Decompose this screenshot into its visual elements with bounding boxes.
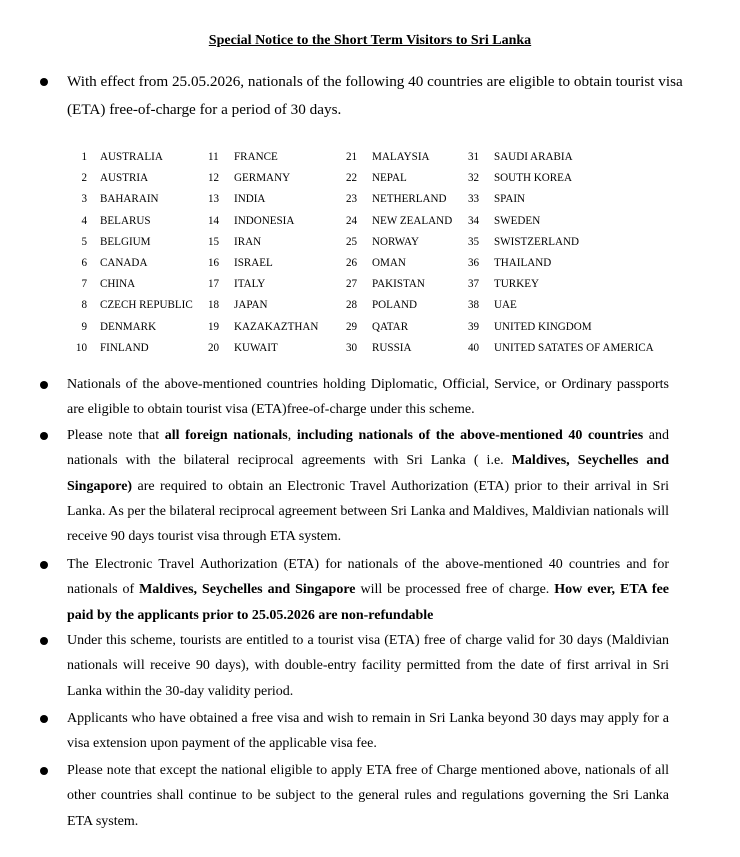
- country-number: 18: [208, 299, 220, 312]
- country-row: [208, 168, 318, 189]
- country-number: 1: [81, 151, 87, 163]
- country-name: ITALY: [234, 278, 266, 291]
- text-segment: Please note that except the national eligible to apply ETA free of Charge mentioned above, nationals of all other countries shall continue to be subject to the general rules and regulations governing the Sri Lanka ETA system.: [67, 763, 669, 829]
- country-name: THAILAND: [494, 256, 552, 269]
- country-number: 22: [346, 172, 358, 185]
- country-number: 35: [468, 235, 480, 248]
- country-row: [346, 295, 452, 316]
- country-number: 33: [468, 193, 480, 206]
- country-row: [67, 211, 193, 232]
- country-name: GERMANY: [234, 172, 291, 185]
- country-name: FINLAND: [100, 341, 149, 354]
- country-number: 36: [468, 256, 480, 269]
- bold-text: Maldives, Seychelles and Singapore: [139, 582, 356, 598]
- country-row: [468, 338, 654, 359]
- country-name: POLAND: [372, 299, 417, 312]
- bullet-paragraph-1: [67, 372, 669, 423]
- bullet-dot: [40, 767, 48, 775]
- country-name: NEW ZEALAND: [372, 214, 453, 227]
- country-name: UAE: [494, 299, 517, 312]
- country-number: 34: [468, 214, 480, 227]
- country-row: [346, 211, 452, 232]
- country-number: 11: [208, 151, 219, 163]
- country-row: [67, 253, 193, 274]
- country-row: [346, 232, 452, 253]
- country-number: 2: [81, 172, 87, 185]
- country-row: [346, 147, 452, 168]
- bold-text: all foreign nationals: [164, 428, 288, 443]
- country-number: 26: [346, 256, 358, 269]
- country-row: [346, 274, 452, 295]
- country-number: 25: [346, 235, 358, 248]
- intro-paragraph: With effect from 25.05.2026, nationals of the following 40 countries are eligible to obtain tourist visa (ETA) free-of-charge for a period of 30 days.: [67, 73, 683, 118]
- country-row: [346, 168, 452, 189]
- country-number: 21: [346, 151, 358, 163]
- bullet-paragraph-6: [67, 758, 669, 834]
- country-number: 24: [346, 214, 358, 227]
- country-row: [468, 211, 654, 232]
- text-segment: Under this scheme, tourists are entitled to a tourist visa (ETA) free of charge valid for 30 days (Maldivian nationals will receive 90 days), with double-entry facility permitted from the date of first arrival in Sri Lanka within the 30-day validity period.: [67, 633, 669, 699]
- country-row: [346, 253, 452, 274]
- country-name: ISRAEL: [234, 256, 273, 269]
- country-name: SAUDI ARABIA: [494, 151, 573, 163]
- country-number: 14: [208, 214, 220, 227]
- country-name: UNITED SATATES OF AMERICA: [494, 341, 654, 354]
- country-row: [346, 317, 452, 338]
- country-name: SOUTH KOREA: [494, 172, 572, 185]
- country-row: [468, 147, 654, 168]
- country-row: [208, 232, 318, 253]
- country-number: 3: [81, 193, 87, 206]
- country-row: [208, 338, 318, 359]
- country-name: AUSTRALIA: [100, 151, 163, 163]
- country-name: NEPAL: [372, 172, 407, 185]
- country-number: 5: [81, 235, 87, 248]
- country-name: JAPAN: [234, 299, 268, 312]
- bullet-dot: [40, 715, 48, 723]
- country-row: [67, 232, 193, 253]
- bullet-paragraph-4: [67, 628, 669, 704]
- country-name: BELARUS: [100, 214, 151, 227]
- country-number: 27: [346, 278, 358, 291]
- country-number: 15: [208, 235, 220, 248]
- country-name: TURKEY: [494, 278, 539, 291]
- text-segment: are required to obtain an Electronic Travel Authorization (ETA) prior to their arrival in Sri Lanka. As per the bilateral reciprocal agreement between Sri Lanka and Maldives, Maldivian nationals will receive 90 days tourist visa through ETA system.: [67, 478, 669, 545]
- country-column-3: [346, 147, 452, 359]
- country-row: [346, 189, 452, 210]
- country-number: 8: [81, 299, 87, 312]
- country-number: 37: [468, 278, 480, 291]
- country-number: 39: [468, 320, 480, 333]
- country-number: 28: [346, 299, 358, 312]
- country-name: CANADA: [100, 256, 148, 269]
- country-name: NETHERLAND: [372, 193, 447, 206]
- bold-text: Maldives, Seychelles and Singapore): [67, 453, 670, 494]
- country-number: 7: [81, 278, 87, 291]
- country-name: MALAYSIA: [372, 151, 430, 163]
- country-row: [67, 147, 193, 168]
- country-name: CZECH REPUBLIC: [100, 299, 193, 312]
- country-number: 31: [468, 151, 480, 163]
- country-row: [468, 232, 654, 253]
- country-row: [468, 295, 654, 316]
- country-name: BAHARAIN: [100, 193, 159, 206]
- country-row: [208, 189, 318, 210]
- country-column-4: [468, 147, 654, 359]
- country-name: INDONESIA: [234, 214, 295, 227]
- country-number: 30: [346, 341, 358, 354]
- country-row: [208, 211, 318, 232]
- country-row: [67, 295, 193, 316]
- country-number: 13: [208, 193, 220, 206]
- text-segment: Please note that: [67, 428, 165, 443]
- country-row: [468, 253, 654, 274]
- country-row: [67, 317, 193, 338]
- text-segment: The Electronic Travel Authorization (ETA) for nationals of the above-mentioned 40 countries and for nationals of: [67, 557, 669, 598]
- country-name: FRANCE: [234, 151, 278, 163]
- country-row: [208, 253, 318, 274]
- country-name: CHINA: [100, 278, 136, 291]
- country-name: INDIA: [234, 193, 266, 206]
- country-row: [468, 274, 654, 295]
- country-row: [208, 295, 318, 316]
- bullet-paragraph-5: [67, 706, 669, 757]
- country-name: PAKISTAN: [372, 278, 425, 291]
- country-row: [208, 274, 318, 295]
- bold-text: How ever, ETA fee paid by the applicants prior to 25.05.2026 are non-refundable: [67, 582, 670, 623]
- bullet-paragraph-3: [67, 552, 669, 628]
- country-row: [67, 338, 193, 359]
- country-name: SPAIN: [494, 193, 526, 206]
- country-name: IRAN: [234, 235, 262, 248]
- country-name: RUSSIA: [372, 341, 412, 354]
- country-number: 23: [346, 193, 358, 206]
- text-segment: Applicants who have obtained a free visa and wish to remain in Sri Lanka beyond 30 days may apply for a visa extension upon payment of the applicable visa fee.: [67, 711, 669, 752]
- country-number: 20: [208, 341, 220, 354]
- country-row: [346, 338, 452, 359]
- text-segment: will be processed free of charge.: [355, 582, 555, 598]
- country-name: OMAN: [372, 256, 406, 269]
- text-segment: ,: [287, 428, 297, 443]
- country-number: 17: [208, 278, 220, 291]
- country-number: 6: [81, 256, 87, 269]
- country-row: [468, 189, 654, 210]
- country-name: BELGIUM: [100, 235, 151, 248]
- country-number: 40: [468, 341, 480, 354]
- bullet-dot: [40, 561, 48, 569]
- country-number: 12: [208, 172, 220, 185]
- country-column-1: [67, 147, 193, 359]
- country-row: [67, 168, 193, 189]
- country-name: KAZAKAZTHAN: [234, 320, 319, 333]
- country-name: KUWAIT: [234, 341, 278, 354]
- bullet-dot: [40, 432, 48, 440]
- country-row: [468, 168, 654, 189]
- country-row: [468, 317, 654, 338]
- country-name: SWEDEN: [494, 214, 541, 227]
- country-name: QATAR: [372, 320, 409, 333]
- country-number: 10: [75, 341, 87, 354]
- country-row: [208, 317, 318, 338]
- country-name: UNITED KINGDOM: [494, 320, 592, 333]
- country-column-2: [208, 147, 318, 359]
- country-row: [67, 189, 193, 210]
- bullet-dot: [40, 381, 48, 389]
- country-number: 29: [346, 320, 358, 333]
- country-number: 19: [208, 320, 220, 333]
- country-number: 38: [468, 299, 480, 312]
- bold-text: including nationals of the above-mentioned 40 countries: [296, 428, 644, 443]
- text-segment: and nationals with the bilateral reciprocal agreements with Sri Lanka ( i.e.: [67, 428, 669, 469]
- country-number: 9: [81, 320, 87, 333]
- bullet-dot: [40, 78, 48, 86]
- country-number: 4: [81, 214, 87, 227]
- country-name: AUSTRIA: [100, 172, 149, 185]
- country-row: [67, 274, 193, 295]
- country-number: 16: [208, 256, 220, 269]
- bullet-dot: [40, 637, 48, 645]
- country-row: [208, 147, 318, 168]
- page-title: Special Notice to the Short Term Visitors to Sri Lanka: [208, 33, 532, 48]
- text-segment: Nationals of the above-mentioned countries holding Diplomatic, Official, Service, or Ordinary passports are eligible to obtain tourist visa (ETA)free-of-charge under this scheme.: [67, 377, 669, 418]
- country-number: 32: [468, 172, 480, 185]
- country-name: SWISTZERLAND: [494, 235, 580, 248]
- country-name: DENMARK: [100, 320, 157, 333]
- bullet-paragraph-2: [67, 423, 669, 549]
- country-name: NORWAY: [372, 235, 420, 248]
